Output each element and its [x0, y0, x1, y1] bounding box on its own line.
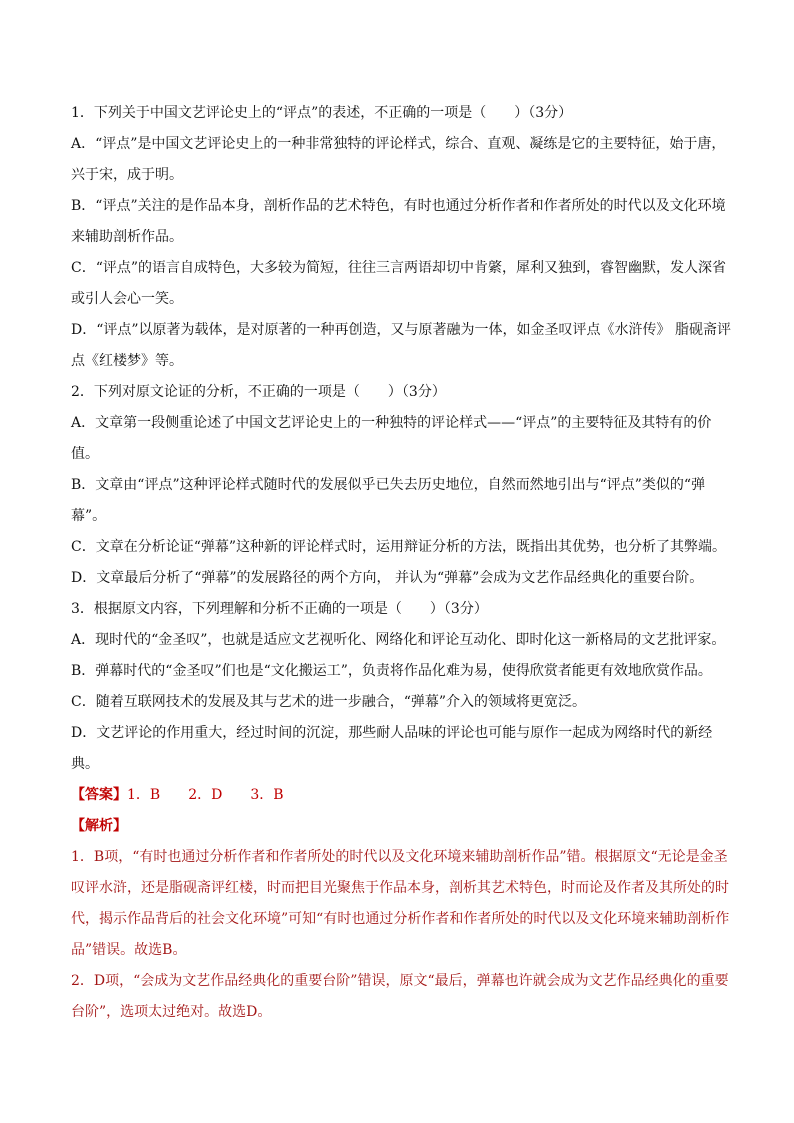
option-d: D．文艺评论的作用重大，经过时间的沉淀，那些耐人品味的评论也可能与原作一起成为网络时代的新经典。: [71, 725, 713, 772]
answer-values: 1．B 2．D 3．B: [127, 787, 284, 803]
option-a: A．现时代的“金圣叹”，也就是适应文艺视听化、网络化和评论互动化、即时化这一新格局的文艺批评家。: [71, 632, 726, 648]
question-3: [71, 594, 731, 780]
explanation-item-2: 2．D项，“会成为文艺作品经典化的重要台阶”错误，原文“最后，弹幕也许就会成为文艺作品经典化的重要台阶”，选项太过绝对。故选D。: [71, 973, 729, 1020]
explanation-item-1: 1．B项，“有时也通过分析作者和作者所处的时代以及文化环境来辅助剖析作品”错。根据原文“无论是金圣叹评水浒，还是脂砚斋评红楼，时而把目光聚焦于作品本身，剖析其艺术特色，时而论及作者及其所处的时代，揭示作品背后的社会文化环境”可知“有时也通过分析作者和作者所处的时代以及文化环境来辅助剖析作品”错误。故选B。: [71, 849, 730, 958]
option-b: B．文章由“评点”这种评论样式随时代的发展似乎已失去历史地位，自然而然地引出与“评点”类似的“弹幕”。: [71, 477, 706, 524]
option-c: C．文章在分析论证“弹幕”这种新的评论样式时，运用辩证分析的方法，既指出其优势，也分析了其弊端。: [71, 539, 727, 555]
answer-line: [71, 780, 731, 811]
question-stem: 2．下列对原文论证的分析，不正确的一项是（ ）（3分）: [71, 384, 446, 400]
document-content: [71, 98, 731, 1028]
option-d: D．文章最后分析了“弹幕”的发展路径的两个方向， 并认为“弹幕”会成为文艺作品经典化的重要台阶。: [71, 570, 704, 586]
option-c: C．随着互联网技术的发展及其与艺术的进一步融合，“弹幕”介入的领域将更宽泛。: [71, 694, 587, 710]
option-a: A．文章第一段侧重论述了中国文艺评论史上的一种独特的评论样式——“评点”的主要特征及其特有的价值。: [71, 415, 712, 462]
question-2: [71, 377, 731, 594]
option-b: B．“评点”关注的是作品本身，剖析作品的艺术特色，有时也通过分析作者和作者所处的时代以及文化环境来辅助剖析作品。: [71, 198, 726, 245]
explanation-section: [71, 811, 731, 1028]
option-c: C．“评点”的语言自成特色，大多较为简短，往往三言两语却切中肯綮，犀利又独到，睿智幽默，发人深省或引人会心一笑。: [71, 260, 727, 307]
answer-label: 【答案】: [71, 787, 127, 803]
option-b: B．弹幕时代的“金圣叹”们也是“文化搬运工”，负责将作品化难为易，使得欣赏者能更有效地欣赏作品。: [71, 663, 712, 679]
explanation-label: 【解析】: [71, 818, 127, 834]
option-d: D．“评点”以原著为载体，是对原著的一种再创造，又与原著融为一体，如金圣叹评点《水浒传》 脂砚斋评点《红楼梦》等。: [71, 322, 731, 369]
question-1: [71, 98, 731, 377]
option-a: A．“评点”是中国文艺评论史上的一种非常独特的评论样式，综合、直观、凝练是它的主要特征，始于唐，兴于宋，成于明。: [71, 136, 726, 183]
question-stem: 1．下列关于中国文艺评论史上的“评点”的表述，不正确的一项是（ ）（3分）: [71, 105, 573, 121]
question-stem: 3．根据原文内容，下列理解和分析不正确的一项是（ ）（3分）: [71, 601, 488, 617]
